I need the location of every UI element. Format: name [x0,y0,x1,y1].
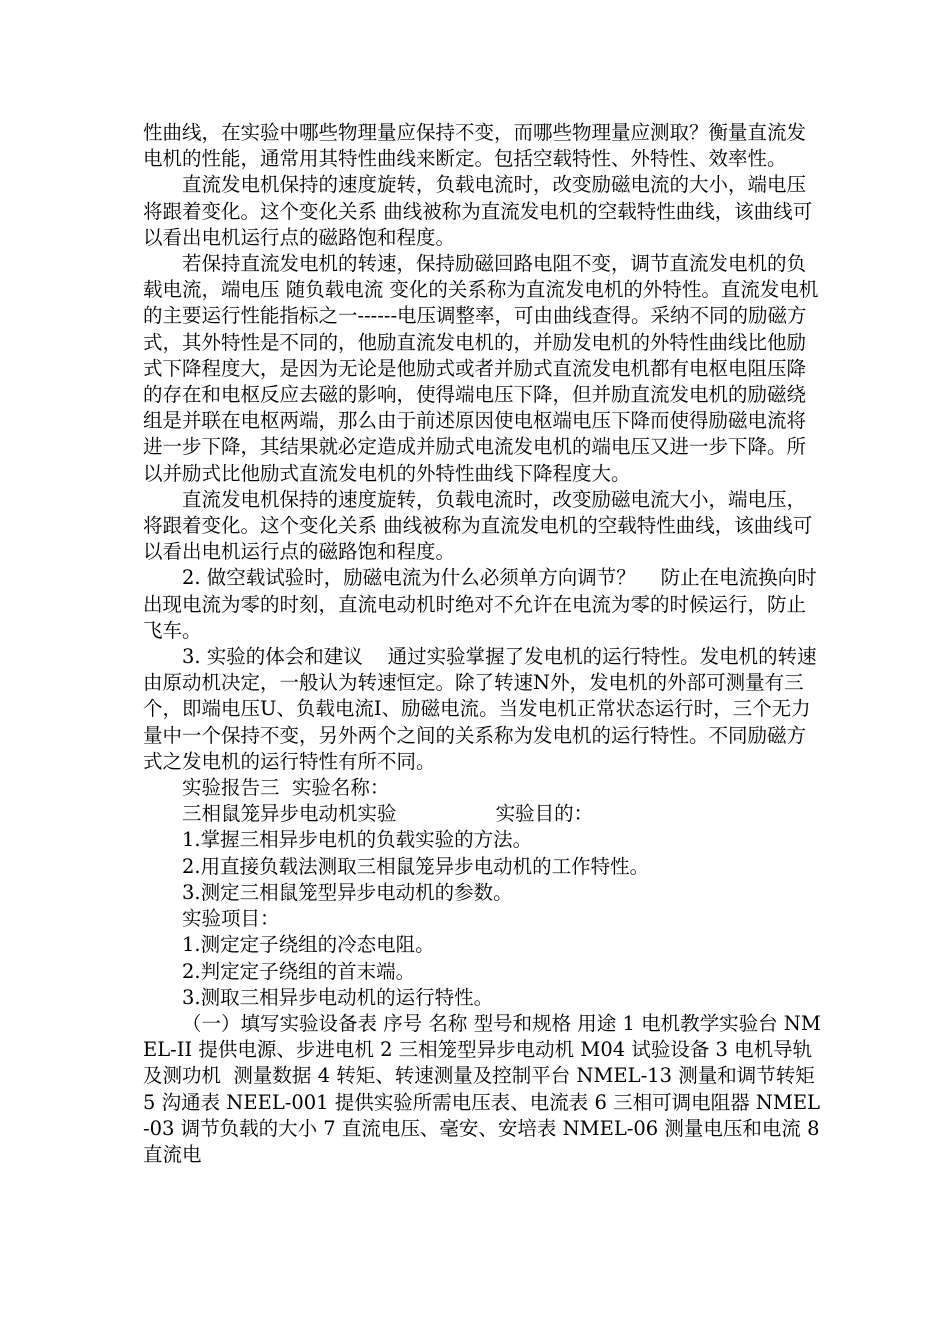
objective-item-1: 1.掌握三相异步电机的负载实验的方法。 [182,828,533,852]
paragraph-external-characteristic: 若保持直流发电机的转速，保持励磁回路电阻不变，调节直流发电机的负载电流，端电压 随负载电流 变化的关系称为直流发电机的外特性。直流发电机的主要运行性能指标之一------电压调整率，可由曲线查得。采纳不同的励磁方式，其外特性是不同的，他励直流发电机的，并励发电机的外特性曲线比他励式下降程度大，是因为无论是他励式或者并励式直流发电机都有电枢电阻压降的存在和电枢反应去磁的影响，使得端电压下降，但并励直流发电机的励磁绕组是并联在电枢两端，那么由于前述原因使电枢端电压下降而使得励磁电流将进一步下降，其结果就必定造成并励式电流发电机的端电压又进一步下降。所以并励式比他励式直流发电机的外特性曲线下降程度大。 [143,252,819,485]
project-item-3: 3.测取三相异步电动机的运行特性。 [182,985,494,1009]
document-body [143,120,826,1168]
objective-item-2: 2.用直接负载法测取三相鼠笼异步电动机的工作特性。 [182,854,650,878]
items-heading: 实验项目： [182,907,280,931]
paragraph-question-2: 2. 做空载试验时，励磁电流为什么必须单方向调节？ 防止在电流换向时出现电流为零的时刻，直流电动机时绝对不允许在电流为零的时候运行，防止飞车。 [143,566,817,642]
paragraph-no-load-characteristic-repeat: 直流发电机保持的速度旋转，负载电流时，改变励磁电流大小，端电压，将跟着变化。这个变化关系 曲线被称为直流发电机的空载特性曲线，该曲线可以看出电机运行点的磁路饱和程度。 [143,487,813,564]
paragraph-equipment-table: （一）填写实验设备表 序号 名称 型号和规格 用途 1 电机教学实验台 NMEL-II 提供电源、步进电机 2 三相笼型异步电动机 M04 试验设备 3 电机导轨及测功机 测量数据 4 转矩、转速测量及控制平台 NMEL-13 测量和调节转矩 5 沟通表 NEEL-001 提供实验所需电压表、电流表 6 三相可调电阻器 NMEL-03 调节负载的大小 7 直流电压、毫安、安培表 NMEL-06 测量电压和电流 8 直流电 [143,1011,826,1166]
project-item-1: 1.测定定子绕组的冷态电阻。 [182,933,435,957]
report-heading: 实验报告三 实验名称： [182,776,390,800]
project-item-2: 2.判定定子绕组的首末端。 [182,959,416,983]
experiment-name-line: 三相鼠笼异步电动机实验 实验目的： [182,802,594,826]
paragraph-no-load-characteristic: 直流发电机保持的速度旋转，负载电流时，改变励磁电流的大小，端电压将跟着变化。这个变化关系 曲线被称为直流发电机的空载特性曲线，该曲线可以看出电机运行点的磁路饱和程度。 [143,173,813,249]
paragraph-question-3: 3. 实验的体会和建议 通过实验掌握了发电机的运行特性。发电机的转速由原动机决定，一般认为转速恒定。除了转速N外，发电机的外部可测量有三个，即端电压U、负载电流I、励磁电流。当发电机正常状态运行时，三个无力量中一个保持不变，另外两个之间的关系称为发电机的运行特性。不同励磁方式之发电机的运行特性有所不同。 [143,645,817,773]
paragraph-continuation: 性曲线，在实验中哪些物理量应保持不变，而哪些物理量应测取？衡量直流发电机的性能，通常用其特性曲线来断定。包括空载特性、外特性、效率性。 [143,121,807,171]
objective-item-3: 3.测定三相鼠笼型异步电动机的参数。 [182,880,513,904]
